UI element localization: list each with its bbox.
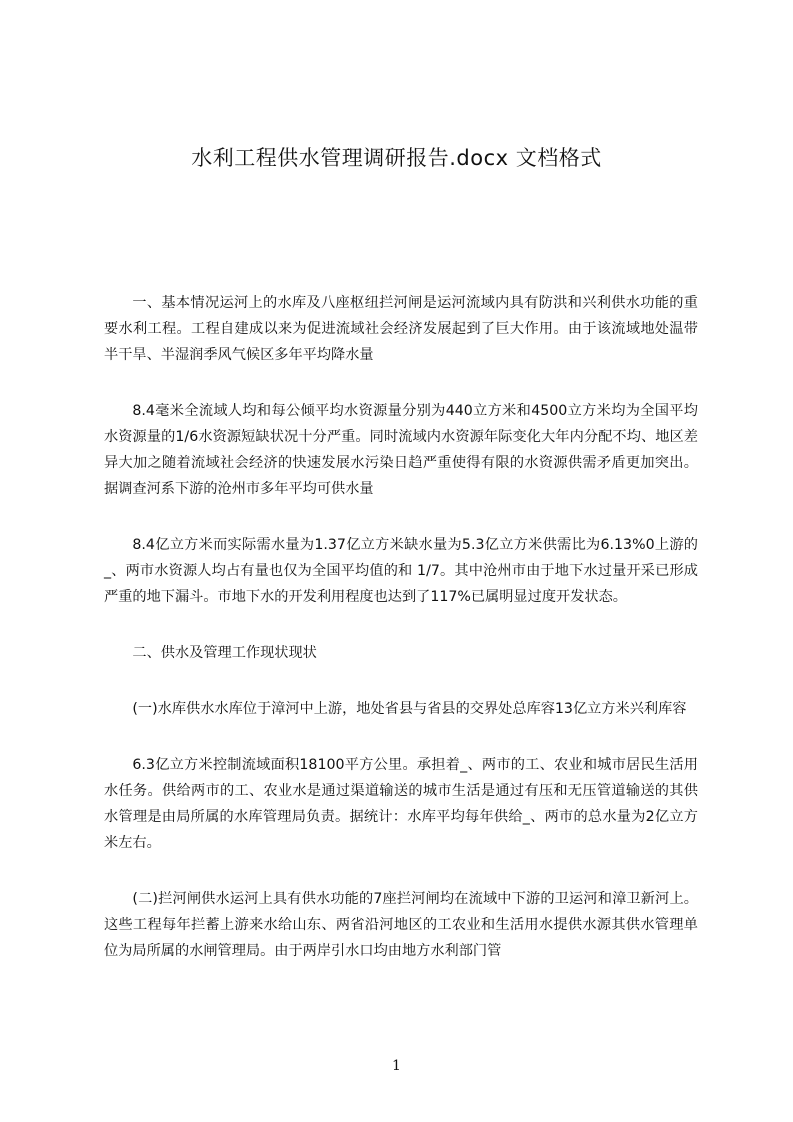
document-body	[104, 290, 698, 994]
paragraph-supply-demand: 8.4亿立方米而实际需水量为1.37亿立方米缺水量为5.3亿立方米供需比为6.13%0上游的_、两市水资源人均占有量也仅为全国平均值的和 1/7。其中沧州市由于地下水过量开采已形成严重的地下漏斗。市地下水的开发利用程度也达到了117%已属明显过度开发状态。	[104, 537, 698, 605]
section-heading-supply-management: 二、供水及管理工作现状现状	[132, 645, 317, 661]
paragraph-reservoir-details: 6.3亿立方米控制流域面积18100平方公里。承担着_、两市的工、农业和城市居民生活用水任务。供给两市的工、农业水是通过渠道输送的城市生活是通过有压和无压管道输送的其供水管理是由局所属的水库管理局负责。据统计：水库平均每年供给_、两市的总水量为2亿立方米左右。	[104, 757, 698, 851]
paragraph-reservoir-supply: (一)水库供水水库位于漳河中上游，地处省县与省县的交界处总库容13亿立方米兴利库容	[132, 701, 687, 717]
paragraph-sluice-supply: (二)拦河闸供水运河上具有供水功能的7座拦河闸均在流域中下游的卫运河和漳卫新河上。这些工程每年拦蓄上游来水给山东、两省沿河地区的工农业和生活用水提供水源其供水管理单位为局所属的水闸管理局。由于两岸引水口均由地方水利部门管	[104, 891, 698, 959]
page-number: 1	[392, 1058, 401, 1074]
paragraph-water-resources: 8.4毫米全流域人均和每公倾平均水资源量分别为440立方米和4500立方米均为全国平均水资源量的1/6水资源短缺状况十分严重。同时流域内水资源年际变化大年内分配不均、地区差异大加之随着流域社会经济的快速发展水污染日趋严重使得有限的水资源供需矛盾更加突出。据调查河系下游的沧州市多年平均可供水量	[104, 403, 698, 497]
document-title: 水利工程供水管理调研报告.docx 文档格式	[191, 146, 602, 170]
paragraph-basic-situation: 一、基本情况运河上的水库及八座枢纽拦河闸是运河流域内具有防洪和兴利供水功能的重要水利工程。工程自建成以来为促进流域社会经济发展起到了巨大作用。由于该流域地处温带半干旱、半湿润季风气候区多年平均降水量	[104, 295, 698, 363]
